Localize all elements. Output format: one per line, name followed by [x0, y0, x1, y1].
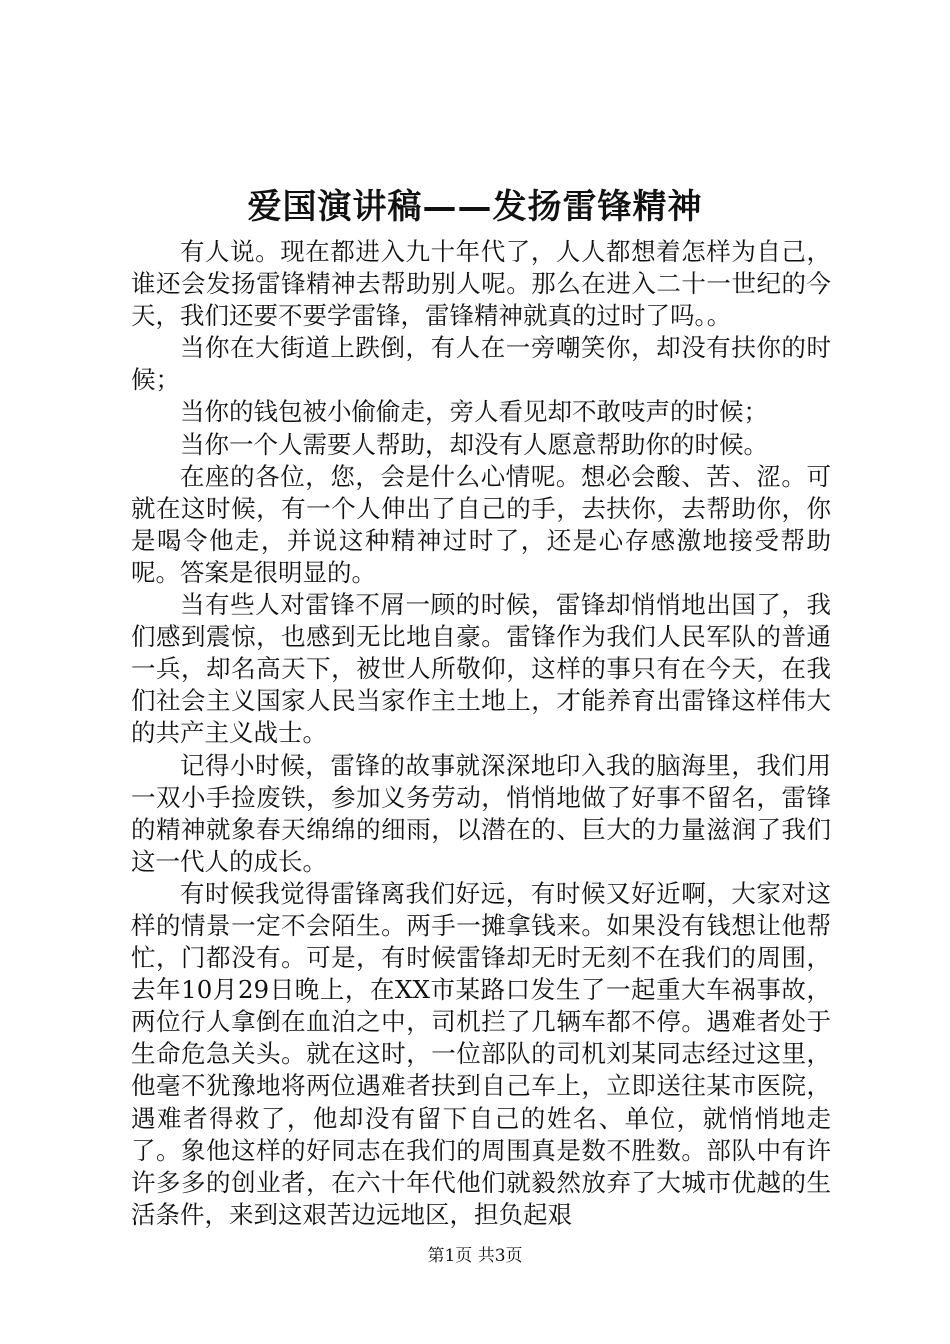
document-title: 爱国演讲稿——发扬雷锋精神: [247, 187, 703, 227]
paragraph: 当你在大街道上跌倒，有人在一旁嘲笑你，却没有扶你的时候；: [131, 333, 831, 395]
document-body: [131, 236, 831, 1231]
paragraph: 当你一个人需要人帮助，却没有人愿意帮助你的时候。: [180, 429, 768, 459]
paragraph: 当你的钱包被小偷偷走，旁人看见却不敢吱声的时候；: [180, 397, 768, 427]
paragraph: 有人说。现在都进入九十年代了，人人都想着怎样为自己，谁还会发扬雷锋精神去帮助别人呢。那么在进入二十一世纪的今天，我们还要不要学雷锋，雷锋精神就真的过时了吗。。: [131, 237, 831, 331]
paragraph: 在座的各位，您，会是什么心情呢。想必会酸、苦、涩。可就在这时候，有一个人伸出了自己的手，去扶你，去帮助你，你是喝令他走，并说这种精神过时了，还是心存感激地接受帮助呢。答案是很明显的。: [131, 461, 831, 587]
paragraph: 有时候我觉得雷锋离我们好远，有时候又好近啊，大家对这样的情景一定不会陌生。两手一摊拿钱来。如果没有钱想让他帮忙，门都没有。可是，有时候雷锋却无时无刻不在我们的周围，去年10月29日晚上，在XX市某路口发生了一起重大车祸事故，两位行人拿倒在血泊之中，司机拦了几辆车都不停。遇难者处于生命危急关头。就在这时，一位部队的司机刘某同志经过这里，他毫不犹豫地将两位遇难者扶到自己车上，立即送往某市医院，遇难者得救了，他却没有留下自己的姓名、单位，就悄悄地走了。象他这样的好同志在我们的周围真是数不胜数。部队中有许许多多的创业者，在六十年代他们就毅然放弃了大城市优越的生活条件，来到这艰苦边远地区，担负起艰: [131, 878, 831, 1229]
paragraph: 记得小时候，雷锋的故事就深深地印入我的脑海里，我们用一双小手捡废铁，参加义务劳动，悄悄地做了好事不留名，雷锋的精神就象春天绵绵的细雨，以潜在的、巨大的力量滋润了我们这一代人的成长。: [131, 750, 831, 876]
page-number-footer: 第1页 共3页: [427, 1246, 523, 1266]
paragraph: 当有些人对雷锋不屑一顾的时候，雷锋却悄悄地出国了，我们感到震惊，也感到无比地自豪。雷锋作为我们人民军队的普通一兵，却名高天下，被世人所敬仰，这样的事只有在今天，在我们社会主义国家人民当家作主土地上，才能养育出雷锋这样伟大的共产主义战士。: [131, 590, 831, 748]
